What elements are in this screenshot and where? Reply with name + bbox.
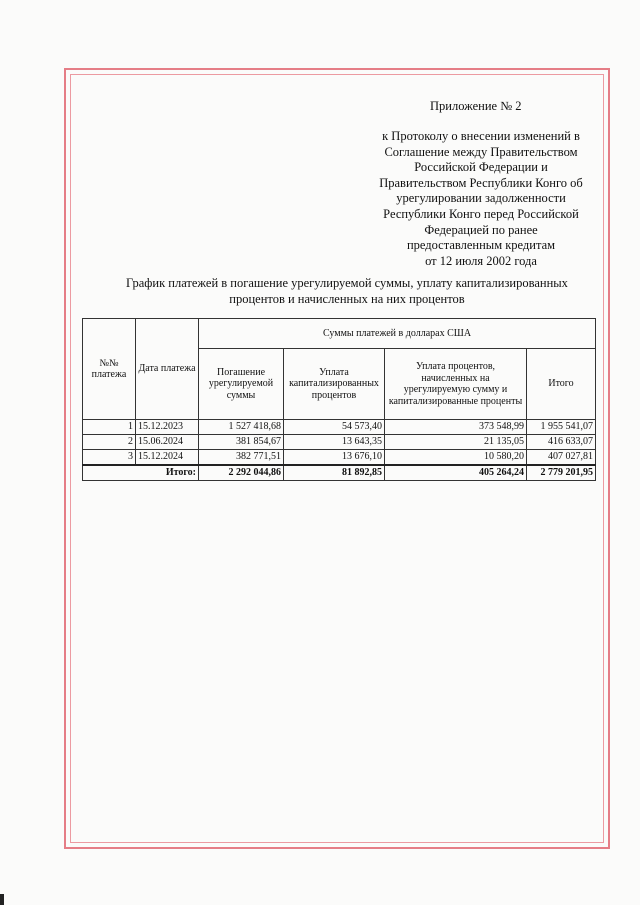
- cell-total: 416 633,07: [527, 435, 596, 450]
- cell-number: 3: [83, 450, 136, 466]
- appendix-line: предоставленным кредитам: [406, 238, 556, 253]
- appendix-line: Соглашение между Правительством: [384, 144, 578, 159]
- header-total: Итого: [527, 349, 596, 420]
- totals-row: [83, 465, 596, 481]
- cell-repayment: 1 527 418,68: [199, 420, 284, 435]
- total-capitalized: 81 892,85: [284, 465, 385, 481]
- table-row: [83, 450, 596, 466]
- cell-repayment: 382 771,51: [199, 450, 284, 466]
- header-repayment: Погашение урегулируемой суммы: [199, 349, 284, 420]
- cell-date: 15.06.2024: [136, 435, 199, 450]
- cell-accrued: 21 135,05: [385, 435, 527, 450]
- schedule-title-line: График платежей в погашение урегулируемой суммы, уплату капитализированных: [126, 276, 568, 290]
- appendix-line: Российской Федерации и: [414, 160, 548, 175]
- appendix-line: Правительством Республики Конго об: [379, 175, 583, 190]
- appendix-reference: [364, 129, 598, 269]
- schedule-title: [96, 276, 598, 307]
- header-accrued-interest: Уплата процентов, начисленных на урегулируемую сумму и капитализированные проценты: [385, 349, 527, 420]
- cell-date: 15.12.2023: [136, 420, 199, 435]
- appendix-line: от 12 июля 2002 года: [425, 253, 537, 268]
- total-repayment: 2 292 044,86: [199, 465, 284, 481]
- header-capitalized-interest: Уплата капитализированных процентов: [284, 349, 385, 420]
- schedule-title-line: процентов и начисленных на них процентов: [229, 291, 465, 306]
- cell-capitalized: 54 573,40: [284, 420, 385, 435]
- totals-label: Итого:: [83, 465, 199, 481]
- appendix-title: Приложение № 2: [430, 99, 522, 113]
- table-row: [83, 435, 596, 450]
- cell-total: 1 955 541,07: [527, 420, 596, 435]
- total-accrued: 405 264,24: [385, 465, 527, 481]
- header-payment-date: Дата платежа: [136, 319, 199, 420]
- cell-capitalized: 13 643,35: [284, 435, 385, 450]
- appendix-line: к Протоколу о внесении изменений в: [382, 129, 580, 143]
- cell-accrued: 373 548,99: [385, 420, 527, 435]
- cell-date: 15.12.2024: [136, 450, 199, 466]
- header-payment-number: №№ платежа: [83, 319, 136, 420]
- cell-total: 407 027,81: [527, 450, 596, 466]
- cell-repayment: 381 854,67: [199, 435, 284, 450]
- cell-accrued: 10 580,20: [385, 450, 527, 466]
- total-grand: 2 779 201,95: [527, 465, 596, 481]
- cell-number: 1: [83, 420, 136, 435]
- appendix-line: Федерацией по ранее: [424, 222, 538, 237]
- payment-schedule-table: [82, 318, 596, 481]
- cell-number: 2: [83, 435, 136, 450]
- scan-edge-mark: [0, 894, 4, 905]
- header-amounts-usd: Суммы платежей в долларах США: [199, 319, 596, 349]
- appendix-line: Республики Конго перед Российской: [383, 206, 579, 221]
- table-row: [83, 420, 596, 435]
- cell-capitalized: 13 676,10: [284, 450, 385, 466]
- appendix-line: урегулировании задолженности: [396, 191, 566, 206]
